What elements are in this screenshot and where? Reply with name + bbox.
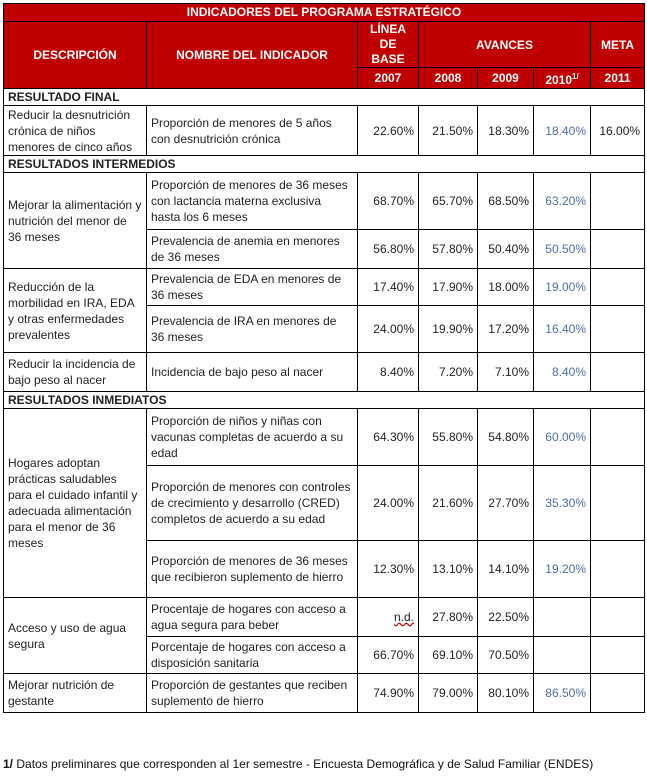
value-2007: 22.60% [358,106,419,156]
value-2007: 64.30% [358,409,419,466]
value-2008: 19.90% [419,306,478,353]
value-2007 [358,598,419,637]
header-nombre-indicador: NOMBRE DEL INDICADOR [147,22,358,89]
value-2007: 56.80% [358,230,419,269]
header-year-2007: 2007 [358,68,419,89]
indicator-name: Incidencia de bajo peso al nacer [147,353,358,392]
value-2010: 8.40% [534,353,591,392]
header-avances: AVANCES [419,22,591,68]
value-2009: 14.10% [478,541,534,598]
group-alimentacion: Mejorar la alimentación y nutrición del menor de 36 meses [4,173,147,269]
section-resultado-final: RESULTADO FINAL [4,89,645,106]
table-title: INDICADORES DEL PROGRAMA ESTRATÉGICO [4,4,645,22]
group-agua-segura: Acceso y uso de agua segura [4,598,147,674]
value-2008: 17.90% [419,269,478,306]
value-2010 [534,598,591,637]
value-2009: 18.30% [478,106,534,156]
header-year-2011: 2011 [591,68,645,89]
value-2009: 54.80% [478,409,534,466]
indicator-name: Prevalencia de EDA en menores de 36 meses [147,269,358,306]
value-2009: 80.10% [478,674,534,713]
value-2007: 66.70% [358,637,419,674]
indicator-name: Prevalencia de anemia en menores de 36 meses [147,230,358,269]
header-descripcion: DESCRIPCIÓN [4,22,147,89]
value-2009: 27.70% [478,466,534,541]
value-2008: 65.70% [419,173,478,230]
value-2007: 74.90% [358,674,419,713]
value-2011 [591,230,645,269]
value-2010: 60.00% [534,409,591,466]
not-available-value: n.d. [393,610,414,624]
value-2011: 16.00% [591,106,645,156]
value-2011 [591,269,645,306]
value-2008: 79.00% [419,674,478,713]
value-2011 [591,353,645,392]
section-resultados-inmediatos: RESULTADOS INMEDIATOS [4,392,645,409]
value-2009: 50.40% [478,230,534,269]
header-meta: META [591,22,645,68]
value-2011 [591,409,645,466]
indicator-name: Prevalencia de IRA en menores de 36 meses [147,306,358,353]
indicator-name: Procentaje de hogares con acceso a agua segura para beber [147,598,358,637]
indicator-name: Proporción de menores con controles de crecimiento y desarrollo (CRED) completos de acuerdo a su edad [147,466,358,541]
indicator-name: Proporción de gestantes que reciben suplemento de hierro [147,674,358,713]
value-2009: 7.10% [478,353,534,392]
value-2008: 21.50% [419,106,478,156]
value-2007: 68.70% [358,173,419,230]
value-2007: 17.40% [358,269,419,306]
footnote-mark: 1/ [3,757,14,771]
indicator-name: Proporción de menores de 36 meses que recibieron suplemento de hierro [147,541,358,598]
header-linea-base: LÍNEA DE BASE [358,22,419,68]
year-2010-footnote-mark: 1/ [572,71,579,81]
value-2010: 86.50% [534,674,591,713]
value-2010: 19.20% [534,541,591,598]
value-2009: 68.50% [478,173,534,230]
header-year-2010 [534,68,591,89]
group-desnutricion: Reducir la desnutrición crónica de niños menores de cinco años [4,106,147,156]
value-2008: 55.80% [419,409,478,466]
group-hogares-practicas: Hogares adoptan prácticas saludables para el cuidado infantil y adecuada alimentación para el menor de 36 meses [4,409,147,598]
value-2010: 63.20% [534,173,591,230]
value-2010: 16.40% [534,306,591,353]
value-2010: 50.50% [534,230,591,269]
value-2011 [591,598,645,637]
value-2009: 18.00% [478,269,534,306]
value-2009: 70.50% [478,637,534,674]
value-2007: 24.00% [358,466,419,541]
value-2008: 13.10% [419,541,478,598]
value-2008: 57.80% [419,230,478,269]
section-resultados-intermedios: RESULTADOS INTERMEDIOS [4,156,645,173]
value-2008: 27.80% [419,598,478,637]
value-2008: 7.20% [419,353,478,392]
value-2008: 69.10% [419,637,478,674]
indicators-table [3,3,645,713]
header-year-2008: 2008 [419,68,478,89]
group-morbilidad: Reducción de la morbilidad en IRA, EDA y otras enfermedades prevalentes [4,269,147,353]
group-nutricion-gestante: Mejorar nutrición de gestante [4,674,147,713]
value-2011 [591,674,645,713]
group-bajo-peso: Reducir la incidencia de bajo peso al nacer [4,353,147,392]
header-year-2009: 2009 [478,68,534,89]
indicator-name: Proporción de niños y niñas con vacunas completas de acuerdo a su edad [147,409,358,466]
value-2011 [591,637,645,674]
value-2009: 22.50% [478,598,534,637]
value-2011 [591,541,645,598]
value-2010 [534,637,591,674]
value-2010: 19.00% [534,269,591,306]
year-2010-label: 2010 [545,72,573,87]
value-2007: 12.30% [358,541,419,598]
indicator-name: Proporción de menores de 5 años con desnutrición crónica [147,106,358,156]
value-2011 [591,466,645,541]
value-2009: 17.20% [478,306,534,353]
value-2011 [591,306,645,353]
value-2011 [591,173,645,230]
footnote [3,757,593,771]
value-2010: 18.40% [534,106,591,156]
value-2007: 8.40% [358,353,419,392]
value-2008: 21.60% [419,466,478,541]
indicator-name: Proporción de menores de 36 meses con lactancia materna exclusiva hasta los 6 meses [147,173,358,230]
indicator-name: Porcentaje de hogares con acceso a disposición sanitaria [147,637,358,674]
value-2010: 35.30% [534,466,591,541]
value-2007: 24.00% [358,306,419,353]
footnote-text: Datos preliminares que corresponden al 1er semestre - Encuesta Demográfica y de Salud Familiar (ENDES) [13,757,594,771]
